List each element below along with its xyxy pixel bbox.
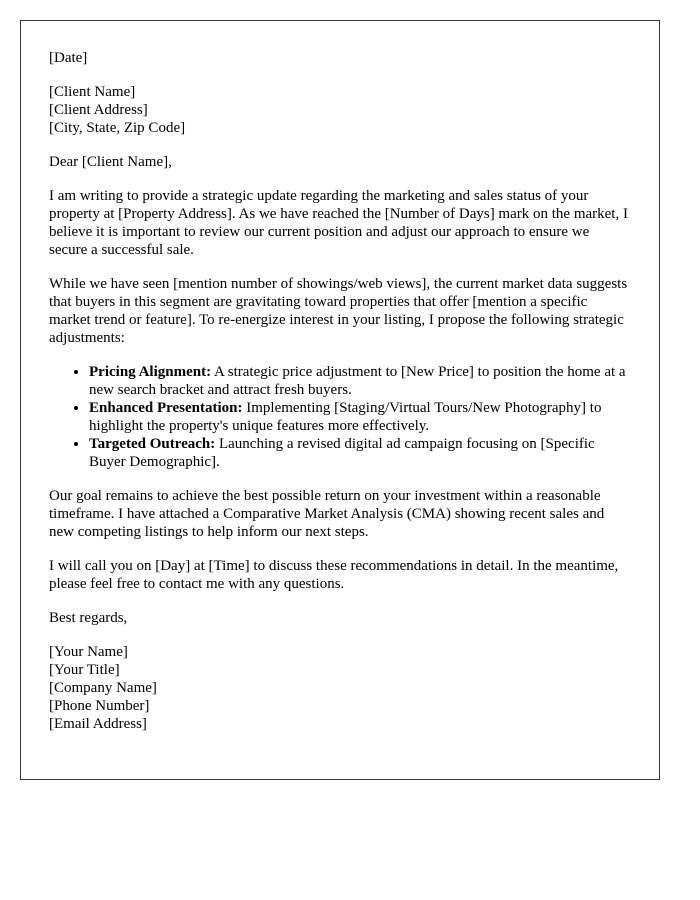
market-paragraph: While we have seen [mention number of showings/web views], the current market data suggests that buyers in this segment are gravitating toward properties that offer [mention a specific market trend or feature]. To re-energize interest in your listing, I propose the following strategic adjustments: (49, 276, 628, 346)
adjustment-text: Launching a revised digital ad campaign focusing on [Specific Buyer Demographic]. (89, 436, 595, 470)
signature-title: [Your Title] (49, 662, 120, 678)
recipient-city-state-zip: [City, State, Zip Code] (49, 120, 186, 136)
letter-page (20, 20, 660, 780)
recipient-address: [Client Address] (49, 102, 148, 118)
recipient-name: [Client Name] (49, 84, 136, 100)
intro-paragraph: I am writing to provide a strategic update regarding the marketing and sales status of your property at [Property Address]. As we have reached the [Number of Days] mark on the market, I believe it is important to review our current position and adjust our approach to ensure we secure a successful sale. (49, 188, 628, 258)
signature-email: [Email Address] (49, 716, 147, 732)
letter-date (49, 49, 631, 67)
adjustment-label: Targeted Outreach: (89, 436, 216, 452)
call-paragraph: I will call you on [Day] at [Time] to discuss these recommendations in detail. In the meantime, please feel free to contact me with any questions. (49, 558, 619, 592)
signature-company: [Company Name] (49, 680, 157, 696)
signature-name: [Your Name] (49, 644, 128, 660)
adjustments-list (49, 363, 631, 471)
salutation: Dear [Client Name], (49, 154, 172, 170)
list-item (89, 435, 631, 471)
list-item (89, 399, 631, 435)
adjustment-text: Implementing [Staging/Virtual Tours/New Photography] to highlight the property's unique features more effectively. (89, 400, 602, 434)
goal-paragraph: Our goal remains to achieve the best possible return on your investment within a reasonable timeframe. I have attached a Comparative Market Analysis (CMA) showing recent sales and new competing listings to help inform our next steps. (49, 488, 605, 540)
closing: Best regards, (49, 610, 128, 626)
signature-phone: [Phone Number] (49, 698, 150, 714)
date-text: [Date] (49, 50, 88, 66)
recipient-address-block (49, 83, 631, 137)
adjustment-label: Pricing Alignment: (89, 364, 212, 380)
adjustment-label: Enhanced Presentation: (89, 400, 243, 416)
list-item (89, 363, 631, 399)
signature-block (49, 643, 631, 733)
adjustment-text: A strategic price adjustment to [New Price] to position the home at a new search bracket and attract fresh buyers. (89, 364, 626, 398)
